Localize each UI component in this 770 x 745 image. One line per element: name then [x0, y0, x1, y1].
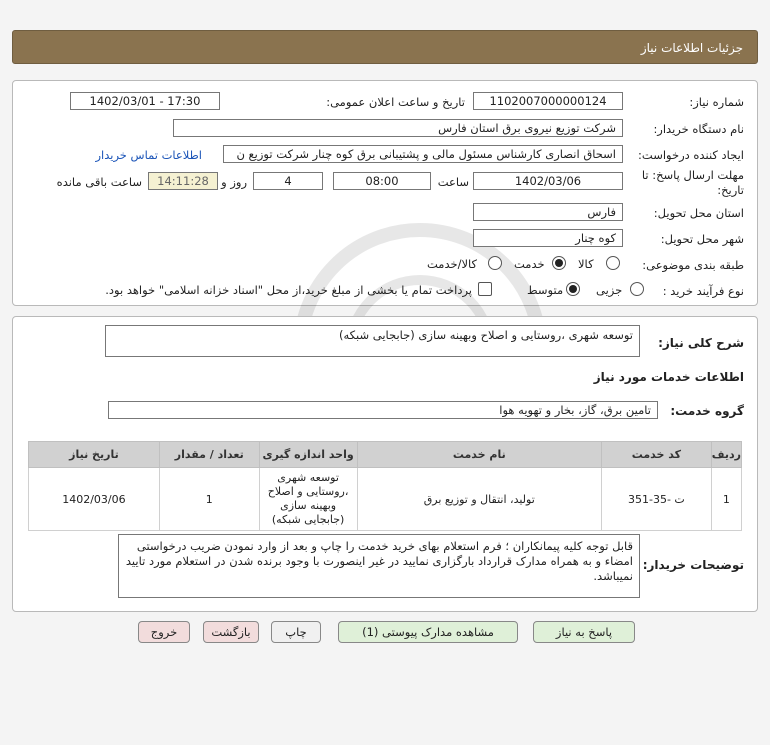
category-service-label: خدمت — [514, 257, 545, 271]
buyer-notes-field: قابل توجه کلیه پیمانکاران ؛ فرم استعلام بهای خرید خدمت را چاپ و بعد از وارد نمودن ضریب درخواستی امضاء و به همراه مدارک قرارداد بارگزاری نمایید در غیر اینصورت با وجود برنده شدن در استعلام مورد تایید نمیباشد. — [118, 534, 640, 598]
summary-label: شرح کلی نیاز: — [658, 336, 744, 350]
process-minor-label: جزیی — [596, 283, 623, 297]
buyer-notes-label: توضیحات خریدار: — [642, 558, 744, 572]
category-goods-service-label: کالا/خدمت — [427, 257, 478, 271]
service-group-field: تامین برق، گاز، بخار و تهویه هوا — [108, 401, 658, 419]
creator-label: ایجاد کننده درخواست: — [638, 148, 744, 162]
table-header-row — [29, 442, 742, 468]
creator-field: اسحاق انصاری کارشناس مسئول مالی و پشتیبانی برق کوه چنار شرکت توزیع ن — [223, 145, 623, 163]
row-unit: توسعه شهری ،روستایی و اصلاح وبهینه سازی (جابجایی شبکه) — [259, 468, 357, 531]
view-attachments-button[interactable]: مشاهده مدارک پیوستی (1) — [338, 621, 518, 643]
service-group-label: گروه خدمت: — [670, 404, 744, 418]
row-service-code: ت -35-351 — [601, 468, 711, 531]
row-need-date: 1402/03/06 — [29, 468, 160, 531]
process-minor-radio[interactable] — [630, 282, 644, 296]
buyer-contact-link[interactable]: اطلاعات تماس خریدار — [95, 148, 202, 162]
col-service-name: نام خدمت — [357, 442, 601, 468]
deadline-label: مهلت ارسال پاسخ: تا — [641, 168, 744, 182]
announce-datetime-label: تاریخ و ساعت اعلان عمومی: — [326, 95, 465, 109]
summary-text: توسعه شهری ،روستایی و اصلاح وبهینه سازی (جابجایی شبکه) — [338, 328, 633, 342]
deadline-date-field: 1402/03/06 — [473, 172, 623, 190]
need-number-field: 1102007000000124 — [473, 92, 623, 110]
col-quantity: تعداد / مقدار — [159, 442, 259, 468]
buyer-org-label: نام دستگاه خریدار: — [653, 122, 744, 136]
page-header — [12, 30, 758, 64]
need-number-label: شماره نیاز: — [689, 95, 744, 109]
process-medium-label: متوسط — [527, 283, 564, 297]
delivery-province-field: فارس — [473, 203, 623, 221]
deadline-time-label: ساعت — [437, 175, 469, 189]
need-info-panel — [12, 80, 758, 306]
category-goods-radio[interactable] — [606, 256, 620, 270]
days-label: روز و — [221, 175, 247, 189]
print-button[interactable]: چاپ — [271, 621, 321, 643]
row-quantity: 1 — [159, 468, 259, 531]
col-unit: واحد اندازه گیری — [259, 442, 357, 468]
treasury-payment-note: پرداخت تمام یا بخشی از مبلغ خرید،از محل "اسناد خزانه اسلامی" خواهد بود. — [105, 283, 472, 297]
col-index: ردیف — [711, 442, 741, 468]
summary-field — [105, 325, 640, 357]
purchase-process-label: نوع فرآیند خرید : — [662, 284, 744, 298]
col-service-code: کد خدمت — [601, 442, 711, 468]
page-title: جزئیات اطلاعات نیاز — [640, 41, 743, 55]
row-service-name: تولید، انتقال و توزیع برق — [357, 468, 601, 531]
services-table — [28, 441, 742, 531]
remaining-time-label: ساعت باقی مانده — [56, 175, 142, 189]
reply-button[interactable]: پاسخ به نیاز — [533, 621, 635, 643]
table-row — [29, 468, 742, 531]
deadline-time-field: 08:00 — [333, 172, 431, 190]
delivery-city-field: کوه چنار — [473, 229, 623, 247]
col-need-date: تاریخ نیاز — [29, 442, 160, 468]
remaining-time-field: 14:11:28 — [148, 172, 218, 190]
days-remaining-field: 4 — [253, 172, 323, 190]
announce-datetime-field: 1402/03/01 - 17:30 — [70, 92, 220, 110]
category-label: طبقه بندی موضوعی: — [642, 258, 744, 272]
buyer-org-field: شرکت توزیع نیروی برق استان فارس — [173, 119, 623, 137]
deadline-date-label: تاریخ: — [717, 183, 744, 197]
process-medium-radio[interactable] — [566, 282, 580, 296]
delivery-province-label: استان محل تحویل: — [653, 206, 744, 220]
treasury-payment-checkbox[interactable] — [478, 282, 492, 296]
exit-button[interactable]: خروج — [138, 621, 190, 643]
services-section-title: اطلاعات خدمات مورد نیاز — [593, 370, 744, 384]
row-index: 1 — [711, 468, 741, 531]
category-goods-label: کالا — [578, 257, 594, 271]
category-goods-service-radio[interactable] — [488, 256, 502, 270]
category-service-radio[interactable] — [552, 256, 566, 270]
back-button[interactable]: بازگشت — [203, 621, 259, 643]
delivery-city-label: شهر محل تحویل: — [660, 232, 744, 246]
